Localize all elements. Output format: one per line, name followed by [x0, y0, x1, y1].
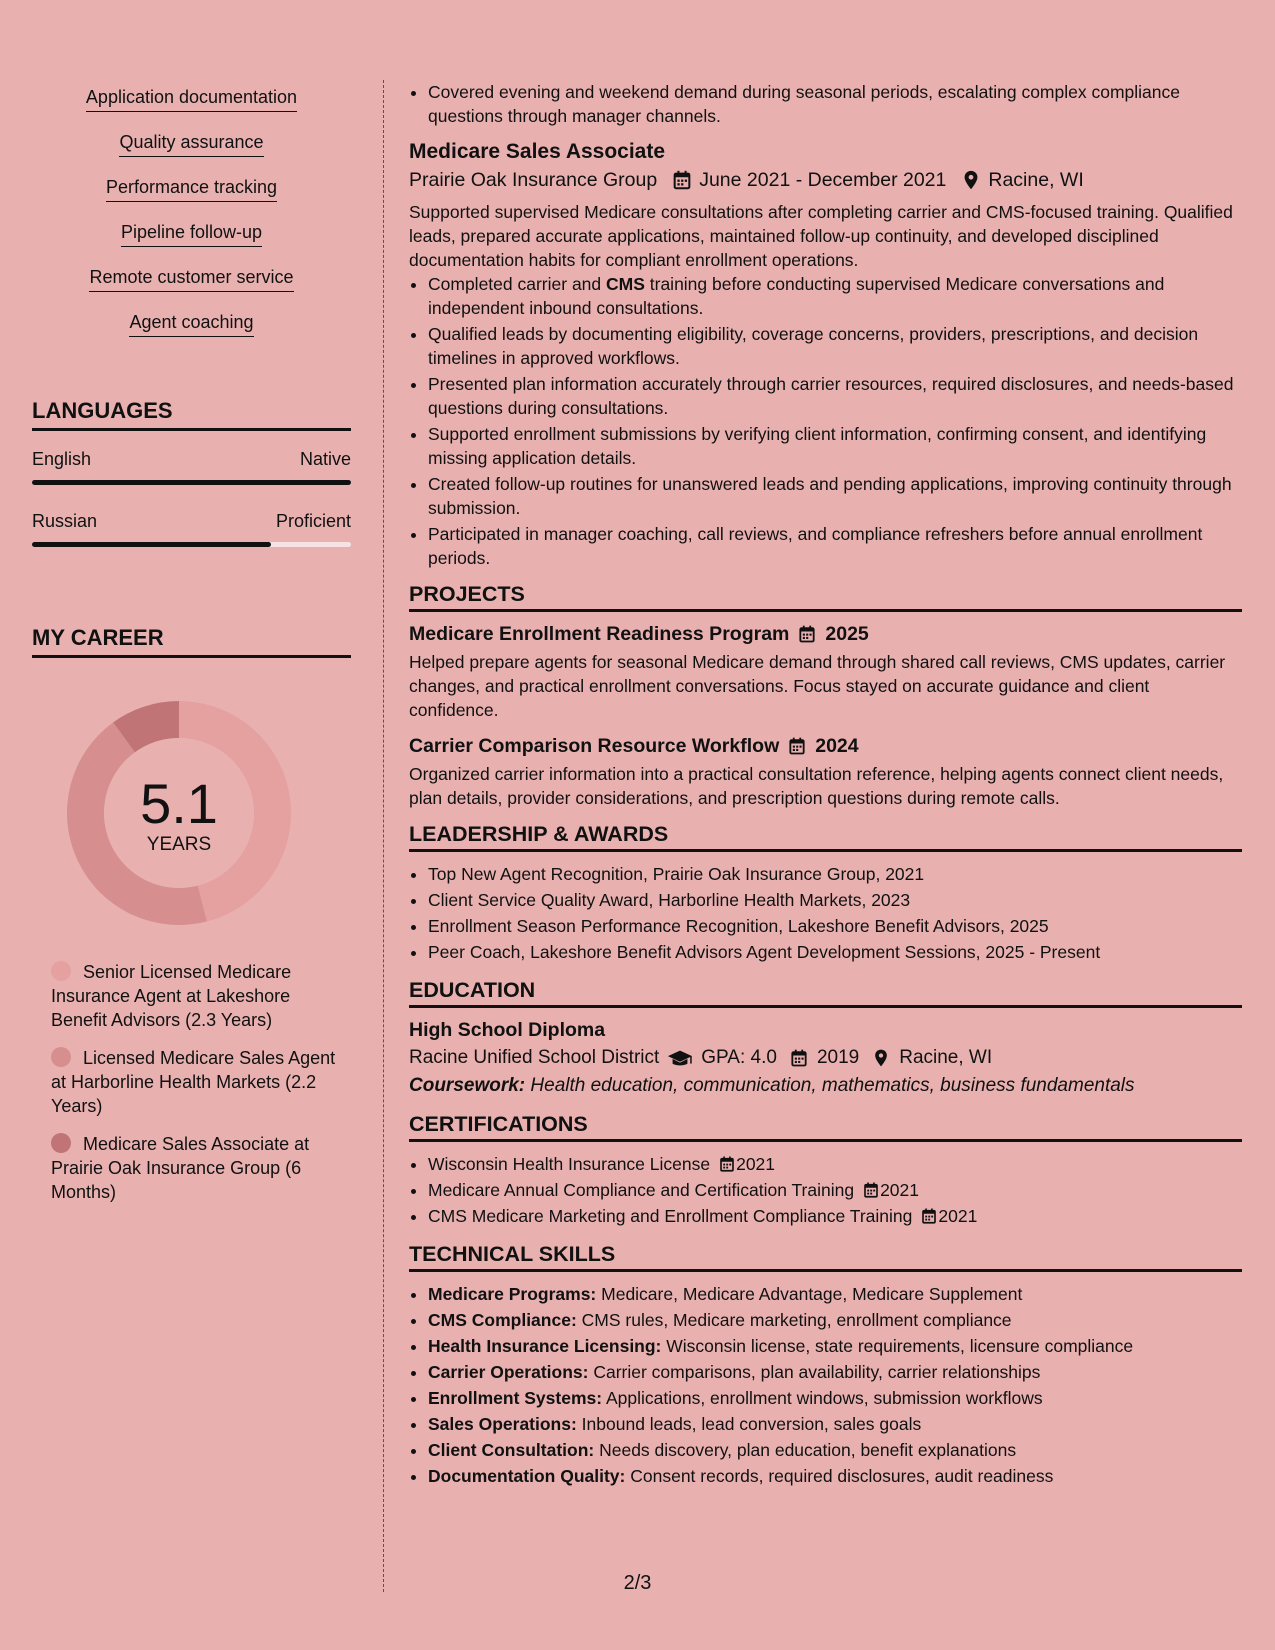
- graduation-cap-icon: [667, 1048, 693, 1068]
- bullet-item: • Supported enrollment submissions by verifying client information, confirming consent, and identifying missing application details.: [428, 422, 1242, 470]
- job-meta: [409, 168, 1242, 192]
- technical-skill-item: [428, 1386, 1242, 1410]
- certification-date: [920, 1206, 977, 1226]
- certification-name: Wisconsin Health Insurance License: [428, 1154, 711, 1174]
- bullet-bold-text: CMS: [606, 274, 645, 294]
- skills-list: [32, 84, 351, 354]
- career-heading: MY CAREER: [32, 625, 351, 658]
- school-name: Racine Unified School District: [409, 1047, 660, 1068]
- career-legend-item: [51, 1132, 336, 1204]
- career-donut-chart: [64, 698, 294, 928]
- leadership-list: [409, 862, 1242, 964]
- job-title: Medicare Sales Associate: [409, 140, 666, 163]
- technical-skill-value: Needs discovery, plan education, benefit explanations: [594, 1440, 1017, 1460]
- technical-skill-label: CMS Compliance:: [428, 1310, 577, 1330]
- languages-heading: LANGUAGES: [32, 398, 351, 431]
- skill-label: Pipeline follow-up: [121, 219, 262, 247]
- career-unit: YEARS: [146, 834, 212, 855]
- skill-item: [32, 219, 351, 264]
- technical-skills-heading: TECHNICAL SKILLS: [409, 1242, 1242, 1272]
- award-item: • Enrollment Season Performance Recognition, Lakeshore Benefit Advisors, 2025: [428, 914, 1242, 938]
- award-item: • Client Service Quality Award, Harborline Health Markets, 2023: [428, 888, 1242, 912]
- bullet-item: • Participated in manager coaching, call reviews, and compliance refreshers before annual enrollment periods.: [428, 522, 1242, 570]
- technical-skill-item: [428, 1438, 1242, 1462]
- calendar-icon: [787, 736, 807, 756]
- bullet-item: [428, 272, 1242, 320]
- bullet-text: Completed carrier and: [428, 274, 606, 294]
- technical-skill-value: Wisconsin license, state requirements, licensure compliance: [661, 1336, 1134, 1356]
- language-level: Native: [299, 449, 351, 469]
- technical-skill-value: CMS rules, Medicare marketing, enrollment compliance: [576, 1310, 1012, 1330]
- leadership-heading: LEADERSHIP & AWARDS: [409, 822, 1242, 852]
- technical-skill-label: Enrollment Systems:: [428, 1388, 603, 1408]
- skill-item: [32, 264, 351, 309]
- map-pin-icon: [871, 1048, 891, 1068]
- calendar-icon: [862, 1181, 880, 1199]
- skill-label: Remote customer service: [89, 264, 293, 292]
- right-column: [409, 80, 1242, 1490]
- skill-item: [32, 129, 351, 174]
- legend-dot: [51, 961, 71, 981]
- map-pin-icon: [960, 169, 982, 191]
- company-name: Prairie Oak Insurance Group: [409, 169, 658, 191]
- job-location: Racine, WI: [988, 169, 1084, 191]
- school-location: Racine, WI: [899, 1047, 993, 1068]
- education-heading: EDUCATION: [409, 978, 1242, 1008]
- page-number: 2/3: [623, 1572, 652, 1594]
- projects-heading: PROJECTS: [409, 582, 1242, 612]
- award-item: • Top New Agent Recognition, Prairie Oak Insurance Group, 2021: [428, 862, 1242, 886]
- career-total-years: 5.1: [140, 772, 218, 835]
- certifications-heading: CERTIFICATIONS: [409, 1112, 1242, 1142]
- legend-dot: [51, 1133, 71, 1153]
- skill-label: Application documentation: [86, 84, 297, 112]
- graduation-year: 2019: [816, 1047, 860, 1068]
- language-row: [32, 511, 351, 532]
- job-bullets: [409, 272, 1242, 570]
- technical-skill-item: [428, 1308, 1242, 1332]
- project-title: [409, 622, 1242, 646]
- technical-skill-item: [428, 1360, 1242, 1384]
- language-name: English: [32, 449, 92, 469]
- language-proficiency-fill: [32, 480, 351, 485]
- language-row: [32, 449, 351, 470]
- previous-job-bullets: [409, 80, 1242, 128]
- skill-item: [32, 84, 351, 129]
- certification-date: [862, 1180, 919, 1200]
- technical-skill-value: Medicare, Medicare Advantage, Medicare Supplement: [596, 1284, 1023, 1304]
- technical-skill-label: Sales Operations:: [428, 1414, 577, 1434]
- project-year: 2025: [825, 623, 869, 645]
- job-dates: June 2021 - December 2021: [699, 169, 947, 191]
- award-item: • Peer Coach, Lakeshore Benefit Advisors Agent Development Sessions, 2025 - Present: [428, 940, 1242, 964]
- certification-item: [428, 1204, 1242, 1228]
- left-column: [32, 84, 351, 1218]
- career-legend-item: [51, 1046, 336, 1118]
- certification-year: 2021: [938, 1206, 978, 1226]
- calendar-icon: [920, 1207, 938, 1225]
- certifications-list: [409, 1152, 1242, 1228]
- skill-label: Agent coaching: [129, 309, 253, 337]
- technical-skill-item: [428, 1334, 1242, 1358]
- career-legend-item: [51, 960, 336, 1032]
- gpa: GPA: 4.0: [701, 1047, 777, 1068]
- skill-item: [32, 174, 351, 219]
- certification-name: CMS Medicare Marketing and Enrollment Compliance Training: [428, 1206, 913, 1226]
- technical-skill-label: Client Consultation:: [428, 1440, 595, 1460]
- technical-skill-label: Medicare Programs:: [428, 1284, 597, 1304]
- technical-skills-list: [409, 1282, 1242, 1488]
- certification-item: [428, 1152, 1242, 1176]
- certification-item: [428, 1178, 1242, 1202]
- technical-skill-item: [428, 1464, 1242, 1488]
- career-legend: [51, 960, 336, 1204]
- language-proficiency-bar: [32, 542, 351, 547]
- project-name: Medicare Enrollment Readiness Program: [409, 623, 790, 645]
- technical-skill-item: [428, 1412, 1242, 1436]
- technical-skill-value: Applications, enrollment windows, submission workflows: [602, 1388, 1043, 1408]
- donut-center: [64, 698, 294, 928]
- certification-year: 2021: [736, 1154, 776, 1174]
- technical-skill-value: Consent records, required disclosures, audit readiness: [625, 1466, 1054, 1486]
- technical-skill-item: [428, 1282, 1242, 1306]
- technical-skill-label: Documentation Quality:: [428, 1466, 626, 1486]
- calendar-icon: [671, 169, 693, 191]
- bullet-item: • Presented plan information accurately through carrier resources, required disclosures, and needs-based questions during consultations.: [428, 372, 1242, 420]
- career-legend-label: Senior Licensed Medicare Insurance Agent at Lakeshore Benefit Advisors (2.3 Years): [51, 962, 292, 1030]
- bullet-text: training before conducting supervised Medicare conversations and independent inbound consultations.: [428, 274, 1165, 318]
- technical-skill-value: Inbound leads, lead conversion, sales goals: [576, 1414, 922, 1434]
- bullet-item: • Created follow-up routines for unanswered leads and pending applications, improving continuity through submission.: [428, 472, 1242, 520]
- legend-dot: [51, 1047, 71, 1067]
- language-level: Proficient: [275, 511, 351, 531]
- technical-skill-label: Health Insurance Licensing:: [428, 1336, 662, 1356]
- coursework-text: Health education, communication, mathematics, business fundamentals: [525, 1075, 1135, 1096]
- degree-title: High School Diploma: [409, 1019, 606, 1041]
- coursework: [409, 1074, 1242, 1098]
- skill-label: Quality assurance: [119, 129, 263, 157]
- certification-name: Medicare Annual Compliance and Certification Training: [428, 1180, 855, 1200]
- language-proficiency-fill: [32, 542, 271, 547]
- skill-item: [32, 309, 351, 354]
- project-description: Organized carrier information into a practical consultation reference, helping agents connect client needs, plan details, provider considerations, and prescription questions during remote calls.: [409, 764, 1224, 808]
- language-proficiency-bar: [32, 480, 351, 485]
- career-legend-label: Licensed Medicare Sales Agent at Harborline Health Markets (2.2 Years): [51, 1048, 336, 1116]
- bullet-item: • Qualified leads by documenting eligibility, coverage concerns, providers, prescriptions, and decision timelines in approved workflows.: [428, 322, 1242, 370]
- project-name: Carrier Comparison Resource Workflow: [409, 735, 780, 757]
- technical-skill-label: Carrier Operations:: [428, 1362, 589, 1382]
- coursework-label: Coursework:: [409, 1075, 526, 1096]
- education-meta: [409, 1046, 1242, 1070]
- project-title: [409, 734, 1242, 758]
- language-name: Russian: [32, 511, 98, 531]
- job-summary: Supported supervised Medicare consultations after completing carrier and CMS-focused training. Qualified leads, prepared accurate applications, maintained follow-up continuity, and developed disciplined documentation habits for compliant enrollment operations.: [409, 202, 1233, 270]
- career-legend-label: Medicare Sales Associate at Prairie Oak Insurance Group (6 Months): [51, 1134, 310, 1202]
- column-divider: [383, 80, 384, 1592]
- project-description: Helped prepare agents for seasonal Medicare demand through shared call reviews, CMS updates, carrier changes, and practical enrollment conversations. Focus stayed on accurate guidance and client confidence.: [409, 652, 1226, 720]
- bullet-item: • Covered evening and weekend demand during seasonal periods, escalating complex compliance questions through manager channels.: [428, 80, 1242, 128]
- calendar-icon: [797, 624, 817, 644]
- certification-year: 2021: [880, 1180, 920, 1200]
- calendar-icon: [718, 1155, 736, 1173]
- technical-skill-value: Carrier comparisons, plan availability, carrier relationships: [588, 1362, 1041, 1382]
- skill-label: Performance tracking: [106, 174, 277, 202]
- project-year: 2024: [815, 735, 859, 757]
- certification-date: [718, 1154, 775, 1174]
- calendar-icon: [789, 1048, 809, 1068]
